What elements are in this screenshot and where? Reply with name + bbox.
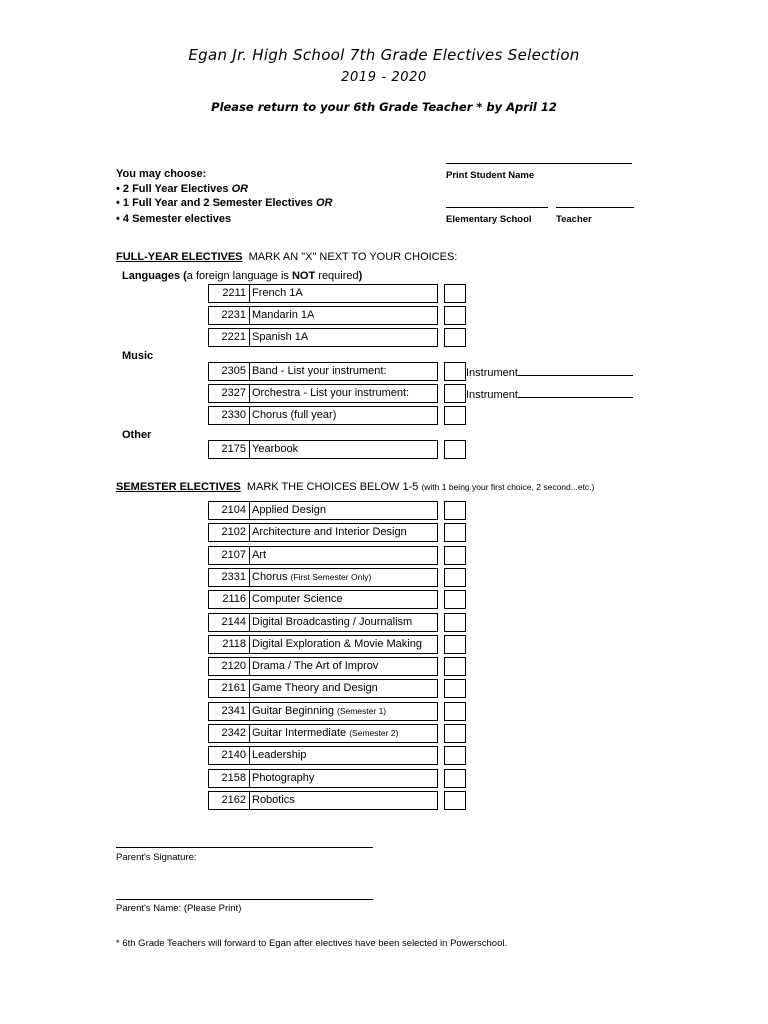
semester-elective-row	[208, 546, 438, 565]
elective-code: 2120	[209, 658, 250, 675]
elective-code: 2116	[209, 591, 250, 608]
other-label: Other	[122, 429, 152, 441]
semester-rank-box[interactable]	[444, 635, 466, 654]
semester-rank-box[interactable]	[444, 746, 466, 765]
semester-elective-row	[208, 613, 438, 632]
semester-elective-row	[208, 746, 438, 765]
semester-rank-box[interactable]	[444, 523, 466, 542]
elective-row-band: 2305 Band - List your instrument:	[208, 362, 438, 381]
choose-option-1: • 2 Full Year Electives OR	[116, 183, 249, 195]
elective-name: Digital Exploration & Movie Making	[252, 638, 422, 650]
parent-signature-line[interactable]	[116, 847, 373, 848]
semester-rank-box[interactable]	[444, 613, 466, 632]
elective-name: Art	[252, 549, 267, 561]
checkbox-mandarin[interactable]	[444, 306, 466, 325]
parent-name-label: Parent's Name: (Please Print)	[116, 903, 242, 914]
semester-elective-row	[208, 590, 438, 609]
languages-label: Languages (a foreign language is NOT required)	[122, 270, 363, 282]
semester-elective-row	[208, 523, 438, 542]
semester-rank-box[interactable]	[444, 791, 466, 810]
semester-elective-row	[208, 568, 438, 587]
checkbox-yearbook[interactable]	[444, 440, 466, 459]
semester-elective-row	[208, 635, 438, 654]
elective-code: 2144	[209, 614, 250, 631]
student-name-field[interactable]	[446, 163, 632, 164]
semester-rank-box[interactable]	[444, 568, 466, 587]
music-label: Music	[122, 350, 154, 362]
elective-code: 2331	[209, 569, 250, 586]
elective-name: Drama / The Art of Improv	[252, 660, 379, 672]
semester-rank-box[interactable]	[444, 702, 466, 721]
elementary-school-field[interactable]	[446, 207, 548, 208]
return-instruction: Please return to your 6th Grade Teacher * by April 12	[211, 100, 557, 114]
semester-heading: SEMESTER ELECTIVES MARK THE CHOICES BELOW 1-5 (with 1 being your first choice, 2 second...etc.)	[116, 481, 595, 493]
elective-row-french: 2211 French 1A	[208, 284, 438, 303]
elective-row-mandarin: 2231 Mandarin 1A	[208, 306, 438, 325]
checkbox-spanish[interactable]	[444, 328, 466, 347]
elementary-school-label: Elementary School	[446, 214, 532, 225]
semester-elective-row	[208, 657, 438, 676]
elective-name: Digital Broadcasting / Journalism	[252, 616, 413, 628]
elective-code: 2161	[209, 680, 250, 697]
semester-elective-row	[208, 791, 438, 810]
elective-name: Guitar Beginning (Semester 1)	[252, 705, 387, 717]
semester-elective-row	[208, 702, 438, 721]
elective-code: 2158	[209, 770, 250, 787]
elective-row-chorus-full: 2330 Chorus (full year)	[208, 406, 438, 425]
elective-code: 2118	[209, 636, 250, 653]
checkbox-band[interactable]	[444, 362, 466, 381]
student-name-label: Print Student Name	[446, 170, 535, 181]
elective-name: Architecture and Interior Design	[252, 526, 407, 538]
teacher-field[interactable]	[556, 207, 634, 208]
semester-rank-box[interactable]	[444, 769, 466, 788]
elective-name: Photography	[252, 772, 315, 784]
instrument-band-field[interactable]: Instrument	[466, 366, 633, 379]
semester-rank-box[interactable]	[444, 679, 466, 698]
elective-name: Computer Science	[252, 593, 343, 605]
full-year-heading: FULL-YEAR ELECTIVES MARK AN "X" NEXT TO YOUR CHOICES:	[116, 251, 458, 263]
checkbox-orchestra[interactable]	[444, 384, 466, 403]
semester-elective-row	[208, 679, 438, 698]
elective-code: 2102	[209, 524, 250, 541]
choose-option-3: • 4 Semester electives	[116, 213, 232, 225]
elective-code: 2104	[209, 502, 250, 519]
semester-rank-box[interactable]	[444, 590, 466, 609]
footer-note: * 6th Grade Teachers will forward to Egan after electives have been selected in Powerschool.	[116, 938, 508, 949]
checkbox-french[interactable]	[444, 284, 466, 303]
form-title: Egan Jr. High School 7th Grade Electives Selection	[188, 46, 580, 64]
school-year: 2019 - 2020	[341, 70, 427, 85]
choose-option-2: • 1 Full Year and 2 Semester Electives OR	[116, 197, 333, 209]
elective-code: 2342	[209, 725, 250, 742]
checkbox-chorus-full[interactable]	[444, 406, 466, 425]
semester-elective-row	[208, 724, 438, 743]
elective-name: Leadership	[252, 749, 307, 761]
semester-elective-row	[208, 769, 438, 788]
semester-rank-box[interactable]	[444, 501, 466, 520]
elective-name: Chorus (First Semester Only)	[252, 571, 372, 583]
semester-rank-box[interactable]	[444, 724, 466, 743]
semester-rank-box[interactable]	[444, 657, 466, 676]
elective-code: 2341	[209, 703, 250, 720]
elective-row-orchestra: 2327 Orchestra - List your instrument:	[208, 384, 438, 403]
elective-name: Applied Design	[252, 504, 326, 516]
parent-signature-label: Parent's Signature:	[116, 852, 197, 863]
elective-code: 2162	[209, 792, 250, 809]
parent-name-line[interactable]	[116, 899, 373, 900]
teacher-label: Teacher	[556, 214, 592, 225]
elective-name: Guitar Intermediate (Semester 2)	[252, 727, 399, 739]
choose-heading: You may choose:	[116, 168, 207, 180]
elective-code: 2140	[209, 747, 250, 764]
elective-row-spanish: 2221 Spanish 1A	[208, 328, 438, 347]
semester-rank-box[interactable]	[444, 546, 466, 565]
elective-code: 2107	[209, 547, 250, 564]
semester-elective-row	[208, 501, 438, 520]
elective-name: Game Theory and Design	[252, 682, 378, 694]
elective-row-yearbook: 2175 Yearbook	[208, 440, 438, 459]
instrument-orchestra-field[interactable]: Instrument	[466, 388, 633, 401]
elective-name: Robotics	[252, 794, 295, 806]
